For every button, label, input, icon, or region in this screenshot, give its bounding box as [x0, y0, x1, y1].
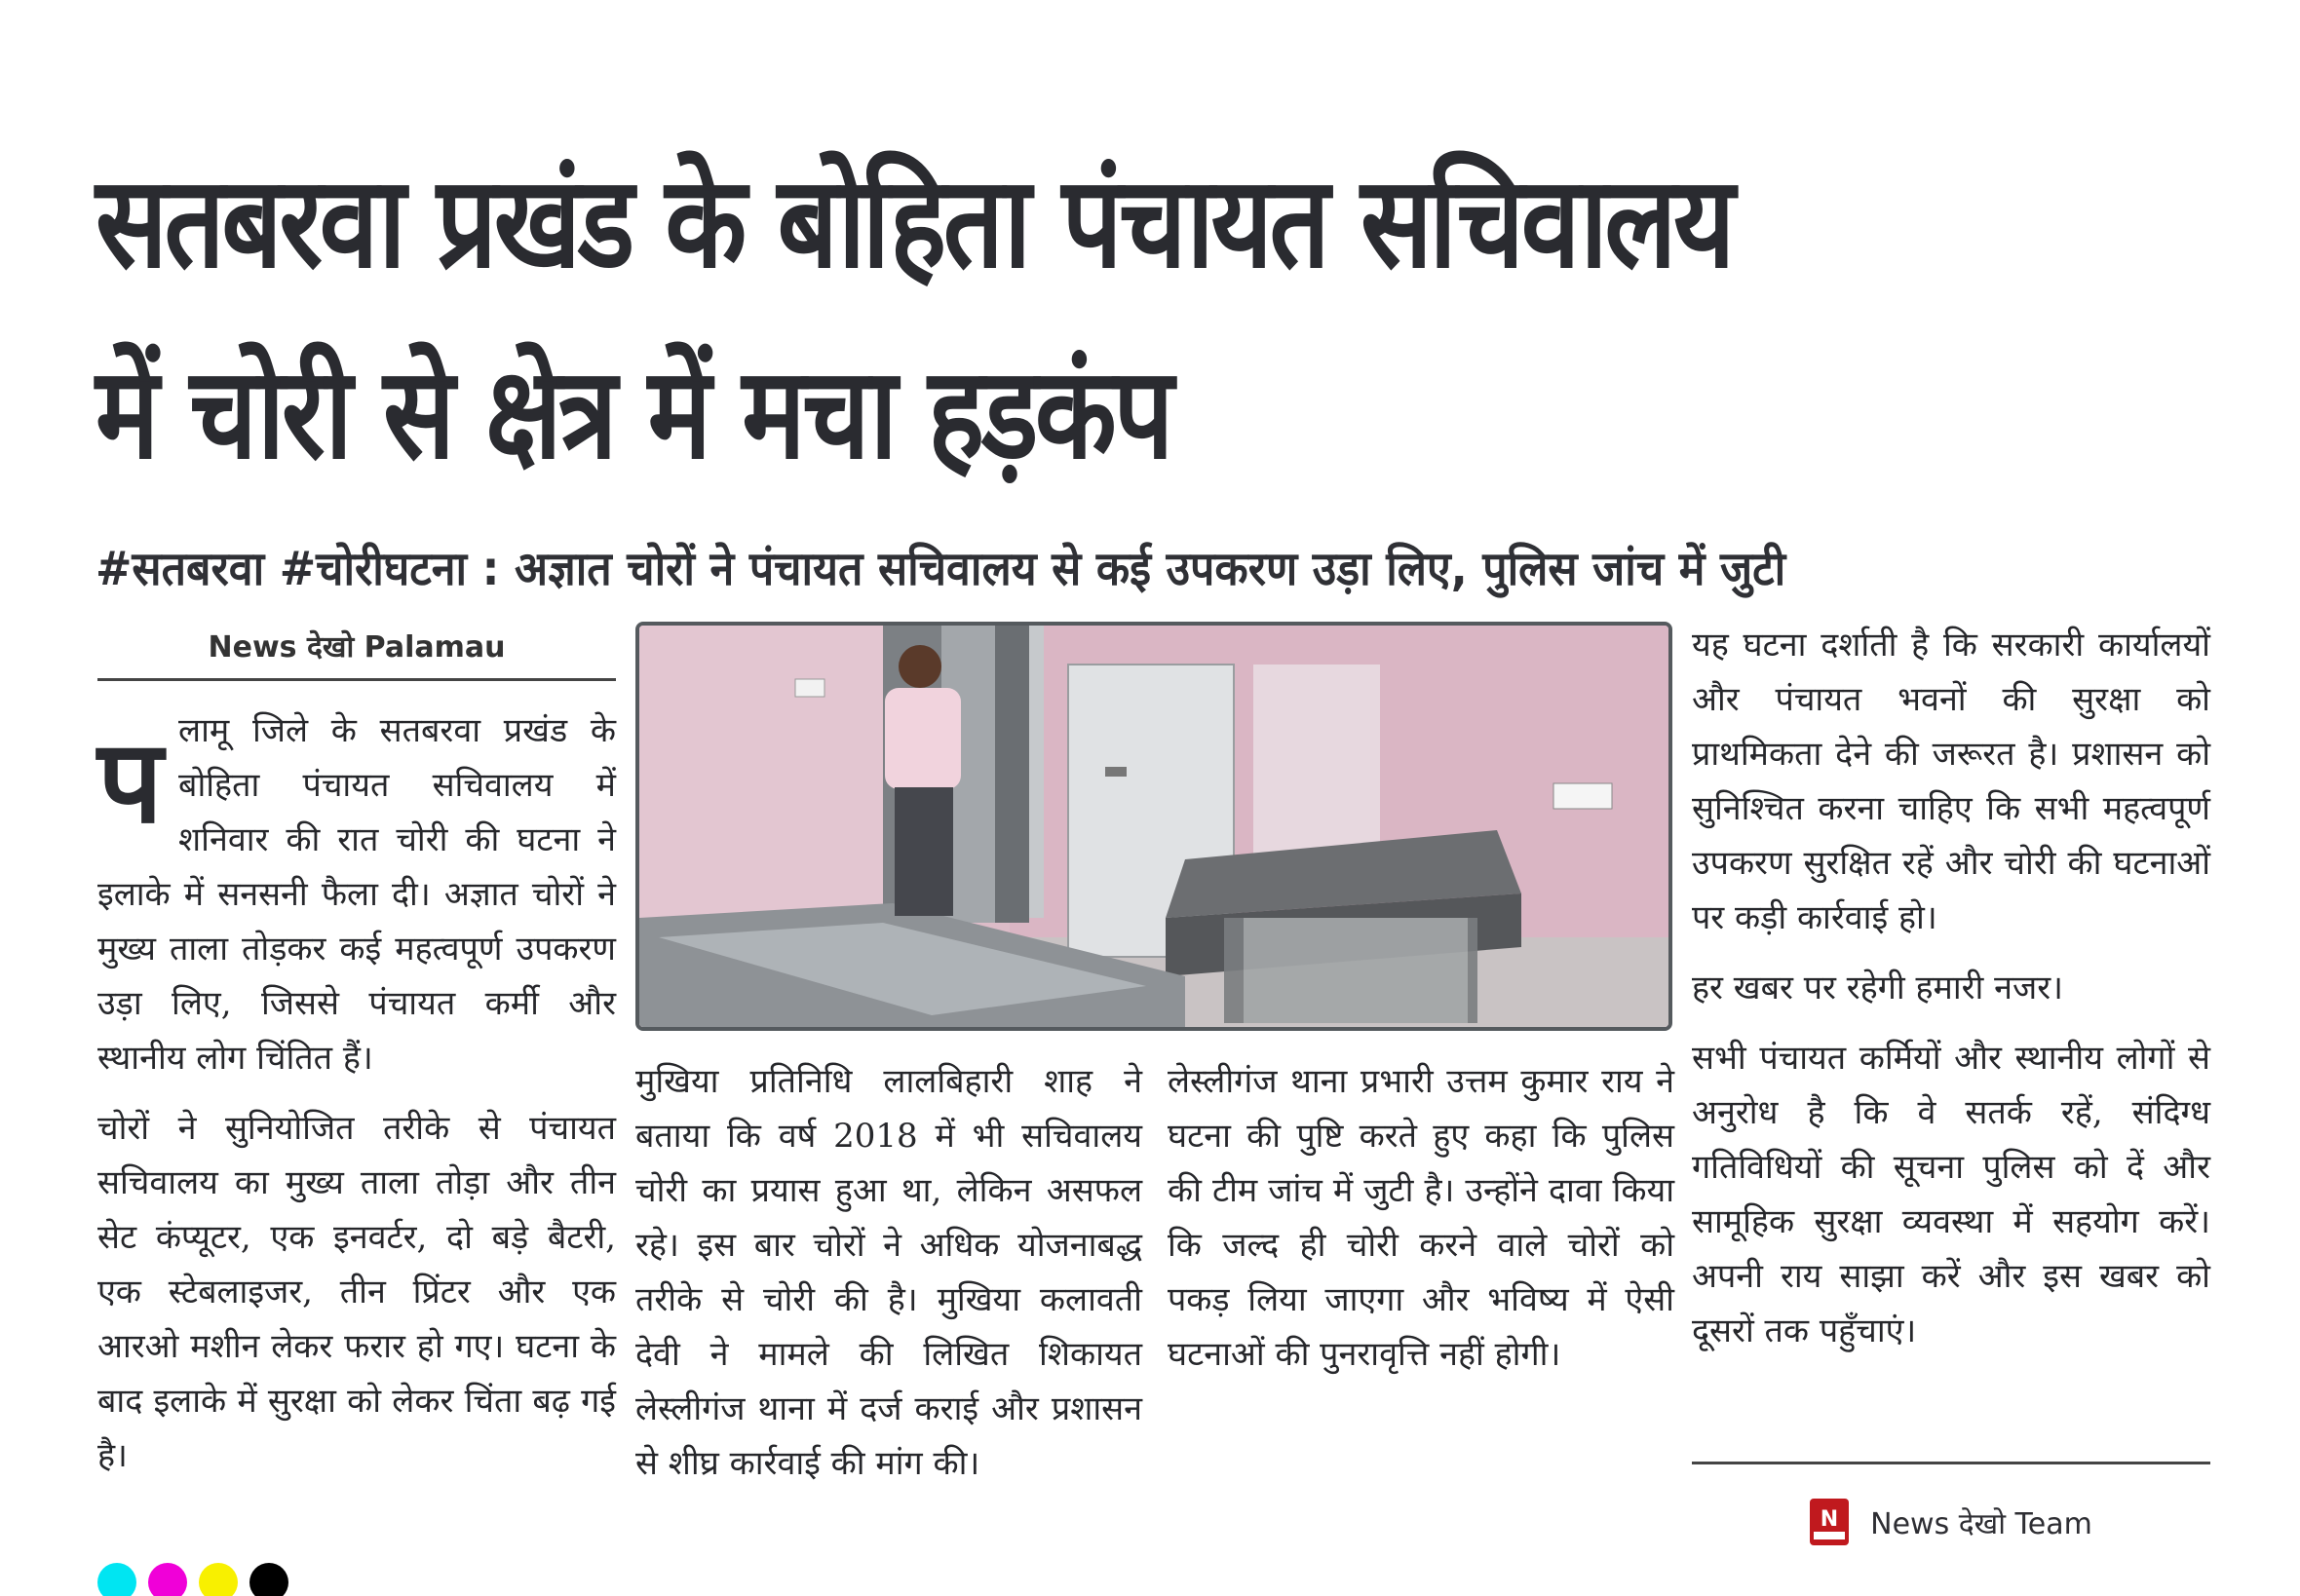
article-paragraph-7: सभी पंचायत कर्मियों और स्थानीय लोगों से अनुरोध है कि वे सतर्क रहें, संदिग्ध गतिविधियों की सूचना पुलिस को दें और सामूहिक सुरक्षा व्यवस्था में सहयोग करें। अपनी राय साझा करें और इस खबर को दूसरों तक पहुँचाएं।: [1692, 1039, 2210, 1350]
footer-divider: [1692, 1462, 2210, 1464]
headline-line-1: सतबरवा प्रखंड के बोहिता पंचायत सचिवालय: [96, 148, 1733, 296]
paragraph-1-text: लामू जिले के सतबरवा प्रखंड के बोहिता पंचायत सचिवालय में शनिवार की रात चोरी की घटना ने इलाके में सनसनी फैला दी। अज्ञात चोरों ने मुख्य ताला तोड़कर कई महत्वपूर्ण उपकरण उड़ा लिए, जिससे पंचायत कर्मी और स्थानीय लोग चिंतित हैं।: [97, 711, 616, 1078]
headline: [96, 127, 1880, 509]
byline-divider: [97, 678, 616, 681]
article-column-2: [635, 1054, 1142, 1506]
subheadline: #सतबरवा #चोरीघटना : अज्ञात चोरों ने पंचायत सचिवालय से कई उपकरण उड़ा लिए, पुलिस जांच में जुटी: [96, 542, 1786, 596]
print-color-swatches: [97, 1563, 288, 1596]
article-photo: [635, 622, 1672, 1031]
svg-text:N: N: [1820, 1507, 1839, 1532]
swatch-cyan: [97, 1563, 136, 1596]
article-paragraph-2: चोरों ने सुनियोजित तरीके से पंचायत सचिवालय का मुख्य ताला तोड़ा और तीन सेट कंप्यूटर, एक इनवर्टर, दो बड़े बैटरी, एक स्टेबलाइजर, तीन प्रिंटर और एक आरओ मशीन लेकर फरार हो गए। घटना के बाद इलाके में सुरक्षा को लेकर चिंता बढ़ गई है।: [97, 1109, 616, 1475]
article-paragraph-6: हर खबर पर रहेगी हमारी नजर।: [1692, 969, 2064, 1007]
article-column-1: [97, 703, 616, 1499]
swatch-magenta: [148, 1563, 187, 1596]
article-paragraph-1: [97, 703, 616, 1085]
news-dekho-logo-icon: [1810, 1499, 1849, 1545]
byline: News देखो Palamau: [208, 630, 506, 665]
office-room-photo-icon: [639, 626, 1668, 1027]
team-credit: [1692, 1493, 2210, 1551]
headline-line-2: में चोरी से क्षेत्र में मचा हड़कंप: [96, 339, 1171, 487]
article-column-4: [1692, 618, 2210, 1374]
team-name: News देखो Team: [1870, 1506, 2092, 1541]
swatch-yellow: [199, 1563, 238, 1596]
article-column-3: [1168, 1054, 1674, 1397]
swatch-black: [249, 1563, 288, 1596]
drop-cap: प: [97, 714, 164, 849]
article-paragraph-5: यह घटना दर्शाती है कि सरकारी कार्यालयों और पंचायत भवनों की सुरक्षा को प्राथमिकता देने की जरूरत है। प्रशासन को सुनिश्चित करना चाहिए कि सभी महत्वपूर्ण उपकरण सुरक्षित रहें और चोरी की घटनाओं पर कड़ी कार्रवाई हो।: [1692, 626, 2210, 937]
article-paragraph-3: मुखिया प्रतिनिधि लालबिहारी शाह ने बताया कि वर्ष 2018 में भी सचिवालय चोरी का प्रयास हुआ था, लेकिन असफल रहे। इस बार चोरों ने अधिक योजनाबद्ध तरीके से चोरी की है। मुखिया कलावती देवी ने मामले की लिखित शिकायत लेस्लीगंज थाना में दर्ज कराई और प्रशासन से शीघ्र कार्रवाई की मांग की।: [635, 1062, 1142, 1483]
article-paragraph-4: लेस्लीगंज थाना प्रभारी उत्तम कुमार राय ने घटना की पुष्टि करते हुए कहा कि पुलिस की टीम जांच में जुटी है। उन्होंने दावा किया कि जल्द ही चोरी करने वाले चोरों को पकड़ लिया जाएगा और भविष्य में ऐसी घटनाओं की पुनरावृत्ति नहीं होगी।: [1168, 1062, 1674, 1374]
